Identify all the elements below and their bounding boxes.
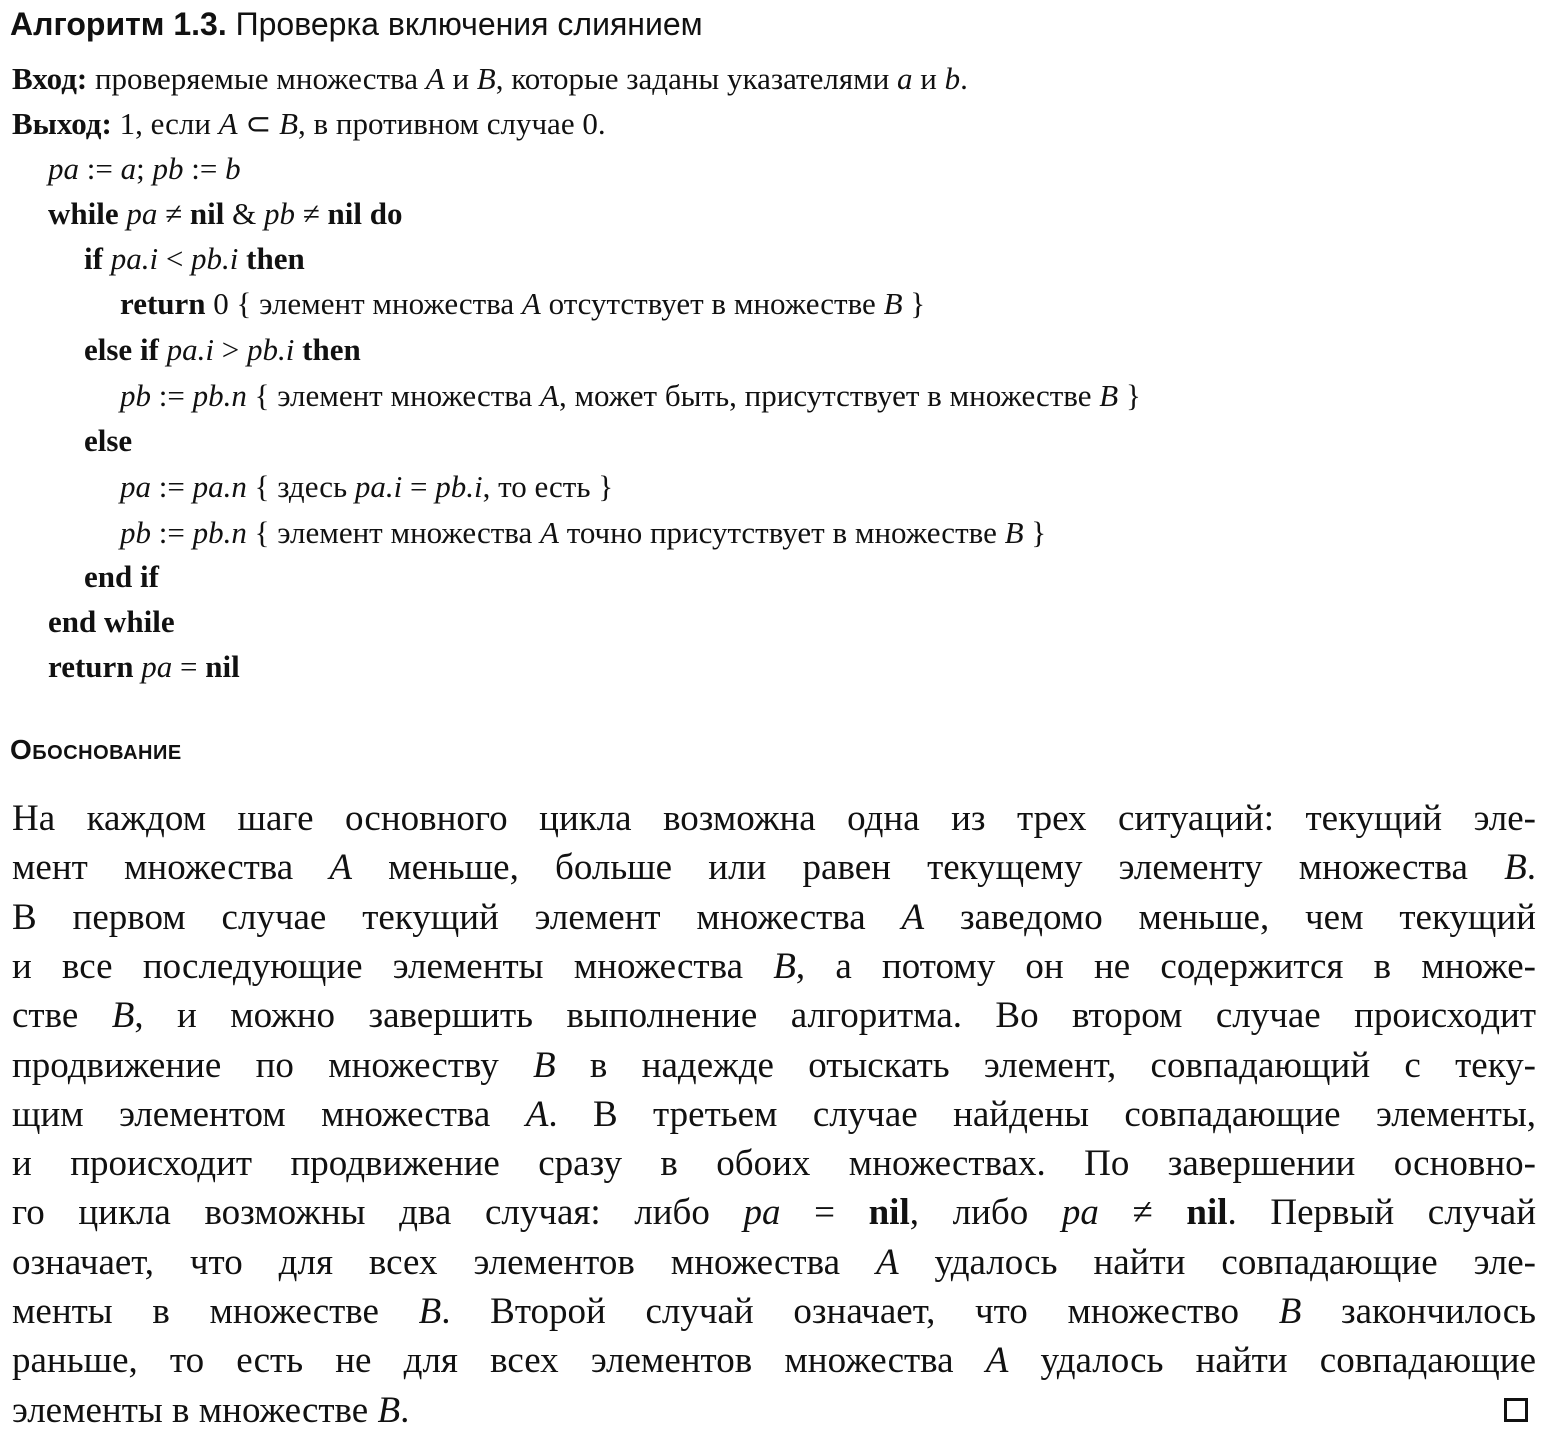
math-symbol: A <box>875 1242 899 1283</box>
math-symbol: B <box>1504 847 1527 888</box>
paragraph-line <box>12 991 1536 1041</box>
code-var: pa <box>48 151 79 186</box>
paragraph-text: означает, что для всех элементов множества <box>12 1242 876 1283</box>
pointer-symbol: a <box>897 61 913 96</box>
code-comment: , может быть, присутствует в множестве <box>558 378 1100 413</box>
code-var: pa <box>126 196 158 231</box>
subset-symbol: ⊂ <box>237 106 280 141</box>
code-keyword: if <box>84 241 111 276</box>
code-comment: { здесь <box>246 469 355 504</box>
code-var: pa.i <box>354 469 403 504</box>
paragraph-line <box>12 1386 1536 1436</box>
paragraph-text: стве <box>12 995 112 1036</box>
code-var: pb.n <box>192 515 247 550</box>
code-line-8 <box>120 466 613 508</box>
math-symbol: B <box>377 1390 401 1431</box>
code-keyword: nil <box>327 196 362 231</box>
code-comment: { элемент множества <box>246 378 540 413</box>
paragraph-text: мент множества <box>12 847 330 888</box>
paragraph-text: . Второй случай означает, что множество <box>441 1291 1279 1332</box>
input-text: , которые заданы указателями <box>495 61 898 96</box>
math-symbol: A <box>329 847 352 888</box>
code-op: > <box>214 332 247 367</box>
paragraph-line <box>12 893 1536 943</box>
code-op: & <box>224 196 264 231</box>
paragraph-text: На каждом шаге основного цикла возможна одна из трех ситуаций: текущий эле- <box>12 798 1536 839</box>
output-text: , в противном случае 0. <box>298 106 606 141</box>
paragraph-text: ≠ <box>1098 1192 1187 1233</box>
paragraph-text: го цикла возможны два случая: либо <box>12 1192 744 1233</box>
input-text: и <box>444 61 477 96</box>
code-var: pb <box>120 378 151 413</box>
code-comment: 0 { элемент множества <box>205 286 522 321</box>
math-symbol: B <box>418 1291 442 1332</box>
code-var: b <box>225 151 241 186</box>
paragraph-line <box>12 1041 1536 1091</box>
paragraph-text: менты в множестве <box>12 1291 419 1332</box>
code-keyword: else <box>84 423 133 458</box>
code-line-9 <box>120 512 1046 554</box>
input-text: проверяемые множества <box>87 61 426 96</box>
paragraph-line <box>12 942 1536 992</box>
paragraph-text: удалось найти совпадающие эле- <box>898 1242 1536 1283</box>
paragraph-text: удалось найти совпадающие <box>1008 1340 1536 1381</box>
code-op: := <box>183 151 226 186</box>
paragraph-line <box>12 843 1536 893</box>
paragraph-text: . <box>400 1390 410 1431</box>
math-symbol: A <box>901 897 925 938</box>
math-symbol: A <box>525 1094 549 1135</box>
code-keyword: else if <box>84 332 167 367</box>
set-symbol: B <box>883 286 903 321</box>
math-keyword: nil <box>868 1192 910 1233</box>
paragraph-text: и происходит продвижение сразу в обоих множествах. По завершении основно- <box>12 1143 1536 1184</box>
output-text: 1, если <box>111 106 219 141</box>
paragraph-line <box>12 1287 1536 1337</box>
code-comment: } <box>1118 378 1141 413</box>
set-symbol: A <box>425 61 445 96</box>
code-line-3 <box>84 238 305 280</box>
code-line-12 <box>48 646 240 688</box>
code-keyword: end while <box>48 604 175 639</box>
code-line-10 <box>84 556 159 598</box>
code-var: pa <box>120 469 151 504</box>
code-keyword: then <box>238 241 305 276</box>
algorithm-output-line <box>12 103 606 145</box>
set-symbol: B <box>1099 378 1119 413</box>
code-keyword: end if <box>84 559 159 594</box>
code-comment: точно присутствует в множестве <box>558 515 1005 550</box>
math-symbol: B <box>1278 1291 1302 1332</box>
code-keyword: nil <box>189 196 225 231</box>
set-symbol: A <box>540 378 559 413</box>
paragraph-text: , либо <box>909 1192 1062 1233</box>
output-label: Выход: <box>12 106 112 141</box>
end-of-proof-square-icon <box>1504 1398 1528 1422</box>
paragraph-text: раньше, то есть не для всех элементов множества <box>12 1340 986 1381</box>
code-var: pb <box>120 515 151 550</box>
code-var: pb.i <box>247 332 295 367</box>
set-symbol: A <box>540 515 559 550</box>
code-line-5 <box>84 329 361 371</box>
paragraph-line <box>12 1139 1536 1189</box>
code-op: := <box>151 469 193 504</box>
paragraph-text: . В третьем случае найдены совпадающие элементы, <box>548 1094 1537 1135</box>
code-comment: отсутствует в множестве <box>540 286 884 321</box>
code-keyword: nil <box>205 649 240 684</box>
code-line-4 <box>120 283 925 325</box>
set-symbol: B <box>476 61 496 96</box>
code-var: a <box>120 151 137 186</box>
paragraph-text: заведомо меньше, чем текущий <box>924 897 1536 938</box>
algorithm-title <box>10 4 703 44</box>
code-var: pa <box>141 649 173 684</box>
paragraph-text: меньше, больше или равен текущему элементу множества <box>351 847 1505 888</box>
paragraph-text: элементы в множестве <box>12 1390 378 1431</box>
paragraph-text: = <box>780 1192 869 1233</box>
set-symbol: B <box>1004 515 1024 550</box>
math-symbol: B <box>111 995 135 1036</box>
paragraph-text: В первом случае текущий элемент множества <box>12 897 902 938</box>
code-op: = <box>172 649 206 684</box>
code-keyword: return <box>120 286 206 321</box>
code-op: = <box>402 469 436 504</box>
code-var: pb <box>263 196 295 231</box>
pointer-symbol: b <box>944 61 961 96</box>
code-keyword: then <box>294 332 361 367</box>
paragraph-line <box>12 1188 1536 1238</box>
section-heading: Обоснование <box>10 734 182 765</box>
set-symbol: B <box>279 106 299 141</box>
algorithm-input-line <box>12 58 968 100</box>
algorithm-number: Алгоритм 1.3. <box>10 6 227 42</box>
code-op: ≠ <box>157 196 190 231</box>
code-line-11 <box>48 601 175 643</box>
paragraph-line <box>12 1336 1536 1386</box>
code-comment: { элемент множества <box>246 515 540 550</box>
code-comment: } <box>1023 515 1047 550</box>
math-symbol: pa <box>1061 1192 1099 1233</box>
math-symbol: B <box>773 946 796 987</box>
code-line-2 <box>48 193 402 235</box>
paragraph-text: закончилось <box>1301 1291 1536 1332</box>
code-var: pa.i <box>166 332 215 367</box>
code-var: pb.n <box>192 378 247 413</box>
code-var: pb.i <box>435 469 483 504</box>
code-line-1 <box>48 148 241 190</box>
paragraph-text: . Первый случай <box>1227 1192 1536 1233</box>
math-symbol: B <box>533 1045 556 1086</box>
code-keyword: while <box>48 196 127 231</box>
code-var: pa.n <box>192 469 247 504</box>
code-op: < <box>158 241 192 276</box>
input-label: Вход: <box>12 61 88 96</box>
code-comment: } <box>902 286 926 321</box>
code-comment: , то есть } <box>482 469 614 504</box>
code-line-6 <box>120 375 1141 417</box>
code-op: := <box>79 151 121 186</box>
paragraph-text: и все последующие элементы множества <box>12 946 774 987</box>
paragraph-text: , и можно завершить выполнение алгоритма. Во втором случае происходит <box>134 995 1536 1036</box>
set-symbol: A <box>218 106 238 141</box>
code-op: ; <box>136 151 153 186</box>
math-symbol: pa <box>743 1192 781 1233</box>
paragraph-line <box>12 794 1536 844</box>
set-symbol: A <box>521 286 541 321</box>
code-op: ≠ <box>294 196 328 231</box>
paragraph-text: . <box>1526 847 1536 888</box>
paragraph-text: продвижение по множеству <box>12 1045 534 1086</box>
paragraph-line <box>12 1090 1536 1140</box>
paragraph-text: в надежде отыскать элемент, совпадающий с теку- <box>555 1045 1536 1086</box>
code-var: pa.i <box>110 241 159 276</box>
code-op: := <box>151 515 193 550</box>
code-var: pb.i <box>191 241 239 276</box>
code-keyword: return <box>48 649 134 684</box>
paragraph-line <box>12 1238 1536 1288</box>
paragraph-text: , а потому он не содержится в множе- <box>795 946 1536 987</box>
math-keyword: nil <box>1186 1192 1228 1233</box>
code-line-7 <box>84 420 132 462</box>
code-var: pb <box>152 151 184 186</box>
input-text: и <box>912 61 945 96</box>
input-text: . <box>960 61 968 96</box>
code-keyword: do <box>361 196 403 231</box>
math-symbol: A <box>985 1340 1009 1381</box>
algorithm-name: Проверка включения слиянием <box>226 6 703 42</box>
code-op: := <box>151 378 193 413</box>
paragraph-text: щим элементом множества <box>12 1094 526 1135</box>
